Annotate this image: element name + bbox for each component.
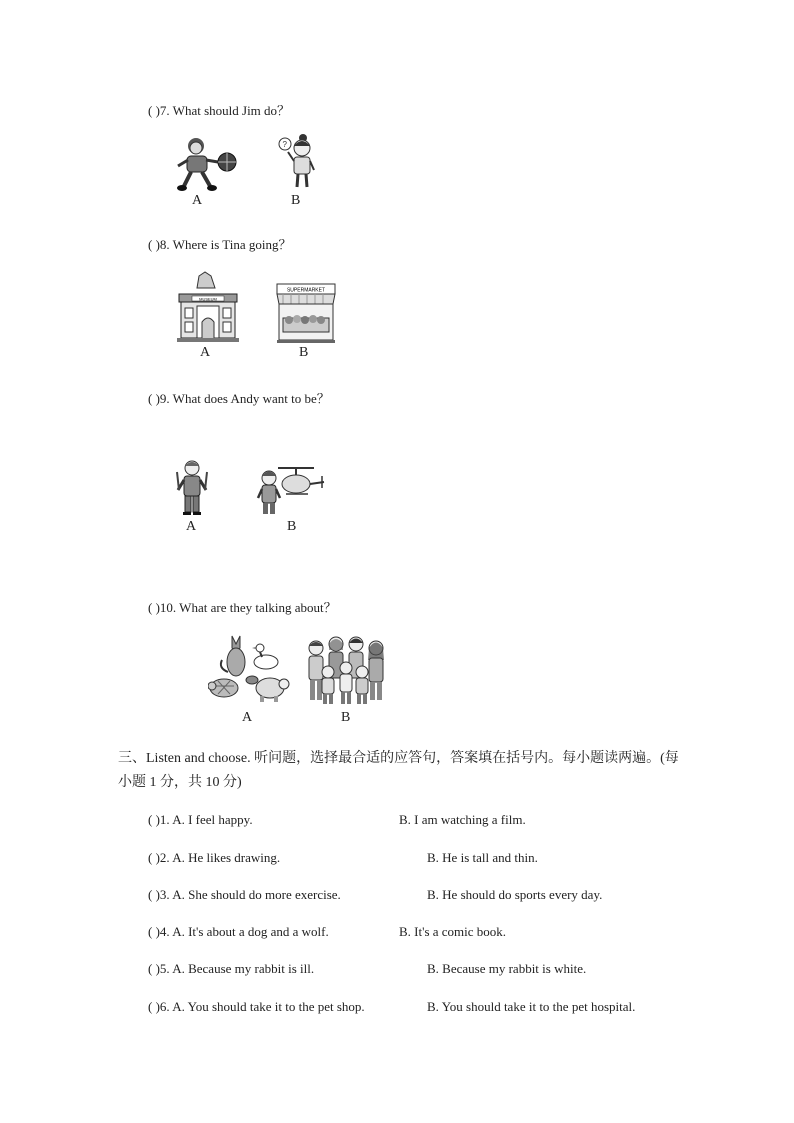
answer-paren[interactable]: ( ): [148, 999, 160, 1014]
girl-thinking-icon: [276, 132, 322, 192]
supermarket-sign: SUPERMARKET: [286, 287, 326, 294]
answer-paren[interactable]: ( ): [148, 887, 160, 902]
listening-item-1: [148, 812, 253, 828]
answer-paren[interactable]: ( ): [148, 850, 160, 865]
answer-paren[interactable]: ( ): [148, 103, 160, 118]
option-b-text: B. Because my rabbit is white.: [427, 961, 587, 976]
option-b-text: B. You should take it to the pet hospital.: [427, 999, 636, 1014]
listening-item-2: [148, 850, 280, 866]
option-b-label: B: [299, 345, 309, 360]
question-9: [148, 388, 330, 407]
answer-paren[interactable]: ( ): [148, 237, 160, 252]
option-b-text: B. He should do sports every day.: [427, 887, 603, 902]
pilot-helicopter-icon: [256, 464, 326, 516]
museum-icon: [175, 270, 241, 344]
option-a-text: 6. A. You should take it to the pet shop.: [159, 999, 365, 1014]
option-b-label: B: [287, 519, 297, 534]
listening-item-3: [148, 887, 341, 903]
question-text: 10. What are they talking about？: [159, 600, 337, 615]
option-a-label: A: [186, 519, 197, 534]
boy-basketball-icon: [174, 134, 240, 194]
question-text: 8. Where is Tina going？: [159, 237, 292, 252]
option-a-label: A: [242, 710, 253, 725]
section-3-heading: [118, 747, 688, 795]
listening-item-4: [148, 924, 329, 940]
option-a-label: A: [200, 345, 211, 360]
family-icon: [304, 634, 390, 706]
option-b-label: B: [341, 710, 351, 725]
option-a-text: 2. A. He likes drawing.: [159, 850, 281, 865]
answer-paren[interactable]: ( ): [148, 961, 160, 976]
mechanic-icon: [175, 460, 209, 516]
option-a-label: A: [192, 193, 203, 208]
listening-item-5: [148, 961, 314, 977]
svg-text:?: ?: [282, 140, 287, 149]
option-b-text: B. He is tall and thin.: [427, 850, 538, 865]
question-text: 9. What does Andy want to be？: [159, 391, 330, 406]
question-text: 7. What should Jim do？: [159, 103, 291, 118]
animals-icon: [208, 632, 292, 704]
option-b-label: B: [291, 193, 301, 208]
question-7: [148, 100, 290, 119]
option-a-text: 3. A. She should do more exercise.: [159, 887, 341, 902]
answer-paren[interactable]: ( ): [148, 812, 160, 827]
supermarket-icon: [275, 282, 337, 344]
option-b-text: B. It's a comic book.: [399, 924, 507, 939]
museum-sign: MUSEUM: [199, 296, 217, 302]
option-a-text: 5. A. Because my rabbit is ill.: [159, 961, 315, 976]
answer-paren[interactable]: ( ): [148, 924, 160, 939]
option-a-text: 1. A. I feel happy.: [159, 812, 253, 827]
question-8: [148, 234, 292, 253]
section-3-heading-line-1: 三、Listen and choose. 听问题，选择最合适的应答句，答案填在括号内。每小题读两遍。(每: [118, 751, 679, 766]
answer-paren[interactable]: ( ): [148, 600, 160, 615]
section-3-heading-line-2: 小题 1 分，共 10 分): [118, 775, 242, 790]
question-10: [148, 597, 337, 616]
listening-item-6: [148, 999, 365, 1015]
answer-paren[interactable]: ( ): [148, 391, 160, 406]
option-a-text: 4. A. It's about a dog and a wolf.: [159, 924, 329, 939]
option-b-text: B. I am watching a film.: [399, 812, 526, 827]
